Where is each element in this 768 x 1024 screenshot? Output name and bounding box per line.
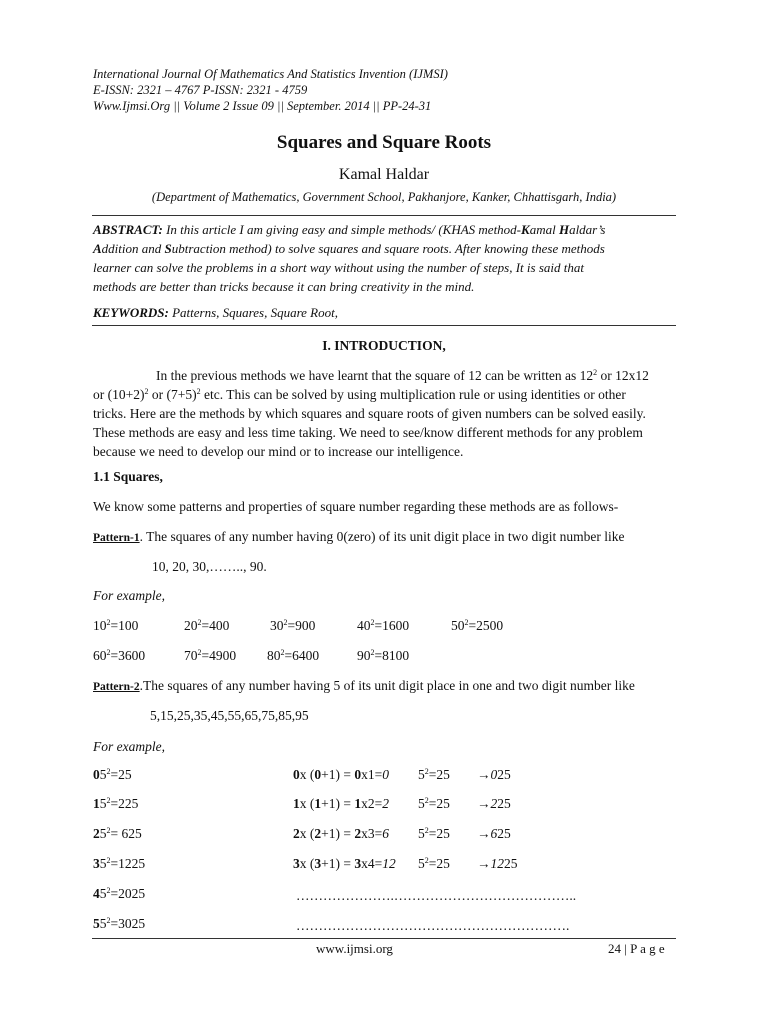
multiplication-step: 3x (3+1) = 3x4=12 [293,856,396,871]
journal-name: International Journal Of Mathematics And Statistics Invention (IJMSI) [93,67,448,81]
footer-url: www.ijmsi.org [316,941,393,956]
five-squared: $5^2=25$ [418,767,450,782]
square-value: $05^2=25$ [93,767,132,782]
square-value: $45^2=2025$ [93,886,146,901]
five-squared: $5^2=25$ [418,856,450,871]
square-value: $35^2=1225$ [93,856,146,871]
square-example: $40^2=1600$ [357,618,410,633]
square-example: $80^2=6400$ [267,648,320,663]
square-example: $30^2=900$ [270,618,316,633]
square-example: $70^2=4900$ [184,648,237,663]
pattern-1-label: Pattern-1 [93,532,140,544]
intro-paragraph: In the previous methods we have learnt that the square of 12 can be written as $12^2$ or 12x12 or $(10+2)^2$ or $(7+5)^2$ etc. This can be solved by using multiplication rule or using identities or other tricks. Here are the methods by which squares and square roots of given numbers can be solved easily. These methods are easy and less time taking. We need to see/know different methods for any problem because we need to develop our mind or to increase our intelligence. [93,368,649,459]
for-example-2: For example, [93,739,165,754]
divider-top [92,215,676,216]
author-affiliation: (Department of Mathematics, Government School, Pakhanjore, Kanker, Chhattisgarh, India) [151,190,617,204]
combined-result: →025 [477,767,511,782]
journal-issn: E-ISSN: 2321 – 4767 P-ISSN: 2321 - 4759 [93,83,308,97]
journal-volume: Www.Ijmsi.Org || Volume 2 Issue 09 || September. 2014 || PP-24-31 [93,99,432,113]
combined-result: →225 [477,796,511,811]
square-value: $55^2=3025$ [93,916,146,931]
author-name: Kamal Haldar [338,166,430,183]
five-squared: $5^2=25$ [418,826,450,841]
paper-title: Squares and Square Roots [276,132,492,153]
combined-result: →625 [477,826,511,841]
pattern-2-label: Pattern-2 [93,681,140,693]
subsection-title: 1.1 Squares, [93,469,163,484]
patterns-intro: We know some patterns and properties of square number regarding these methods are as follows- [93,499,619,514]
multiplication-step: 0x (0+1) = 0x1=0 [293,767,389,782]
pattern-2: Pattern-2.The squares of any number having 5 of its unit digit place in one and two digit number like [93,678,635,693]
square-example: $20^2=400$ [184,618,230,633]
multiplication-step: 2x (2+1) = 2x3=6 [293,826,389,841]
pattern-2-list: 5,15,25,35,45,55,65,75,85,95 [150,708,309,723]
keywords: KEYWORDS: Patterns, Squares, Square Root, [93,305,338,320]
footer-divider [92,938,676,939]
keywords-label: KEYWORDS: [93,305,169,320]
section-title: I. INTRODUCTION, [322,338,446,353]
square-example: $50^2=2500$ [451,618,504,633]
square-example: $60^2=3600$ [93,648,146,663]
placeholder-dots: ………………….………………………………….. [296,888,577,903]
pattern-1-list: 10, 20, 30,…….., 90. [152,559,267,574]
multiplication-step: 1x (1+1) = 1x2=2 [293,796,389,811]
abstract-label: ABSTRACT: [93,222,163,237]
square-value: $25^2= 625$ [93,826,142,841]
divider-keywords [92,325,676,326]
five-squared: $5^2=25$ [418,796,450,811]
combined-result: →1225 [477,856,518,871]
pattern-1: Pattern-1. The squares of any number having 0(zero) of its unit digit place in two digit number like [93,529,625,544]
square-example: $90^2=8100$ [357,648,410,663]
square-value: $15^2=225$ [93,796,139,811]
footer-page: 24 | P a g e [608,941,665,956]
for-example-1: For example, [93,588,165,603]
placeholder-dots: ……………………………………………………. [296,918,570,933]
abstract: ABSTRACT: In this article I am giving easy and simple methods/ (KHAS method-Kamal Haldar’s Addition and Subtraction method) to solve squares and square roots. After knowing these methods learner can solve the problems in a short way without using the number of steps, It is said that methods are better than tricks because it can bring creativity in the mind. [93,222,606,294]
square-example: $10^2=100$ [93,618,139,633]
